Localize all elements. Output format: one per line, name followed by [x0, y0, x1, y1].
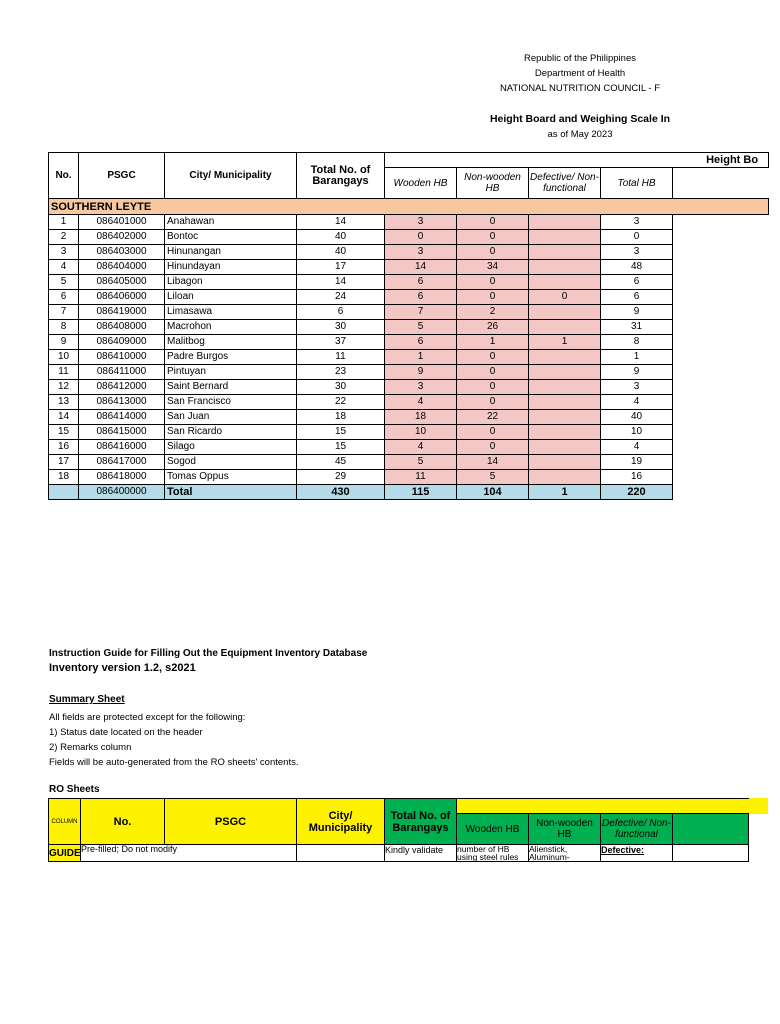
cell-no: 11 [49, 365, 79, 380]
cell-city: Anahawan [165, 215, 297, 230]
cell-psgc: 086405000 [79, 275, 165, 290]
cell-wooden: 3 [385, 245, 457, 260]
cell-psgc: 086413000 [79, 395, 165, 410]
table-row [49, 350, 769, 365]
cell-nonwooden: 0 [457, 395, 529, 410]
table-row [49, 275, 769, 290]
cell-nonwooden: 22 [457, 410, 529, 425]
col-city: City/ Municipality [165, 153, 297, 199]
table-row [49, 425, 769, 440]
guide-col-total-barangays: Total No. of Barangays [385, 799, 457, 845]
summary-lines [49, 710, 298, 770]
inventory-table [48, 152, 769, 500]
department-line: Department of Health [534, 68, 626, 79]
cell-no: 15 [49, 425, 79, 440]
cell-psgc: 086419000 [79, 305, 165, 320]
cell-nonwooden: 14 [457, 455, 529, 470]
cell-no: 5 [49, 275, 79, 290]
summary-line: 1) Status date located on the header [49, 727, 203, 738]
col-total-hb: Total HB [601, 168, 673, 199]
cell-defective: 0 [529, 290, 601, 305]
cell-nonwooden: 0 [457, 215, 529, 230]
guide-table-wrap [48, 798, 674, 860]
cell-brgy: 24 [297, 290, 385, 305]
summary-line: 2) Remarks column [49, 742, 132, 753]
cell-defective [529, 365, 601, 380]
cell-total: 3 [601, 380, 673, 395]
guide-col-defective: Defective/ Non-functional [601, 814, 673, 845]
cell-nonwooden: 2 [457, 305, 529, 320]
guide-col-no: No. [81, 799, 165, 845]
cell-no: 4 [49, 260, 79, 275]
cell-no: 16 [49, 440, 79, 455]
table-row [49, 305, 769, 320]
cell-total: 4 [601, 395, 673, 410]
cell-defective [529, 320, 601, 335]
cell-nonwooden: 0 [457, 230, 529, 245]
cell-total: 1 [601, 350, 673, 365]
cell-defective [529, 395, 601, 410]
guide-col-city: City/ Municipality [297, 799, 385, 845]
cell-city: Pintuyan [165, 365, 297, 380]
col-group-height-board: Height Bo [385, 153, 769, 168]
council-line: NATIONAL NUTRITION COUNCIL - F [499, 83, 661, 94]
table-row [49, 395, 769, 410]
cell-psgc: 086409000 [79, 335, 165, 350]
cell-total: 6 [601, 275, 673, 290]
cell-no: 3 [49, 245, 79, 260]
table-row [49, 230, 769, 245]
cell-brgy: 30 [297, 380, 385, 395]
cell-no: 9 [49, 335, 79, 350]
cell-defective [529, 305, 601, 320]
table-row [49, 365, 769, 380]
table-row [49, 380, 769, 395]
cell-total: 0 [601, 230, 673, 245]
cell-wooden: 5 [385, 320, 457, 335]
cell-psgc: 086404000 [79, 260, 165, 275]
cell-brgy: 15 [297, 425, 385, 440]
cell-defective [529, 260, 601, 275]
cell-psgc: 086416000 [79, 440, 165, 455]
cell-psgc: 086403000 [79, 245, 165, 260]
instructions-title: Instruction Guide for Filling Out the Equipment Inventory Database [49, 648, 368, 659]
guide-col-wooden: Wooden HB [457, 814, 529, 845]
cell-psgc: 086408000 [79, 320, 165, 335]
cell-defective [529, 455, 601, 470]
cell-wooden: 3 [385, 215, 457, 230]
cell-wooden: 14 [385, 260, 457, 275]
cell-brgy: 15 [297, 440, 385, 455]
cell-nonwooden: 0 [457, 350, 529, 365]
guide-col-nonwooden: Non-wooden HB [529, 814, 601, 845]
cell-nonwooden: 1 [457, 335, 529, 350]
instructions-version: Inventory version 1.2, s2021 [49, 662, 196, 674]
table-row [49, 215, 769, 230]
cell-psgc: 086410000 [79, 350, 165, 365]
cell-city: Malitbog [165, 335, 297, 350]
ro-sheets-heading: RO Sheets [49, 784, 100, 795]
cell-defective [529, 215, 601, 230]
cell-wooden: 4 [385, 395, 457, 410]
cell-wooden: 5 [385, 455, 457, 470]
cell-total: 8 [601, 335, 673, 350]
cell-defective [529, 275, 601, 290]
cell-wooden: 0 [385, 230, 457, 245]
cell-brgy: 6 [297, 305, 385, 320]
cell-total: 19 [601, 455, 673, 470]
cell-defective [529, 350, 601, 365]
cell-no: 10 [49, 350, 79, 365]
cell-nonwooden: 0 [457, 275, 529, 290]
cell-city: Saint Bernard [165, 380, 297, 395]
cell-wooden: 6 [385, 335, 457, 350]
col-total-barangays: Total No. of Barangays [297, 153, 385, 199]
cell-nonwooden: 26 [457, 320, 529, 335]
cell-defective [529, 245, 601, 260]
guide-label: GUIDE [49, 845, 81, 862]
inventory-table-wrap [48, 152, 759, 500]
cell-brgy: 29 [297, 470, 385, 485]
cell-total: 6 [601, 290, 673, 305]
cell-city: San Ricardo [165, 425, 297, 440]
cell-nonwooden: 5 [457, 470, 529, 485]
cell-nonwooden: 0 [457, 440, 529, 455]
cell-city: San Francisco [165, 395, 297, 410]
cell-defective [529, 440, 601, 455]
cell-psgc: 086415000 [79, 425, 165, 440]
cell-nonwooden: 34 [457, 260, 529, 275]
col-no: No. [49, 153, 79, 199]
cell-city: Libagon [165, 275, 297, 290]
guide-alienstick: Alienstick, Aluminum- [529, 845, 601, 862]
cell-brgy: 40 [297, 230, 385, 245]
cell-wooden: 7 [385, 305, 457, 320]
cell-defective [529, 425, 601, 440]
cell-no: 12 [49, 380, 79, 395]
cell-psgc: 086418000 [79, 470, 165, 485]
cell-city: Limasawa [165, 305, 297, 320]
cell-no: 13 [49, 395, 79, 410]
cell-city: Liloan [165, 290, 297, 305]
cell-brgy: 14 [297, 275, 385, 290]
cell-city: Hinunangan [165, 245, 297, 260]
cell-defective: 1 [529, 335, 601, 350]
table-row [49, 290, 769, 305]
summary-line: Fields will be auto-generated from the RO sheets' contents. [49, 757, 299, 768]
cell-total: 3 [601, 215, 673, 230]
cell-brgy: 23 [297, 365, 385, 380]
cell-psgc: 086411000 [79, 365, 165, 380]
cell-psgc: 086417000 [79, 455, 165, 470]
cell-wooden: 4 [385, 440, 457, 455]
cell-brgy: 18 [297, 410, 385, 425]
cell-no: 14 [49, 410, 79, 425]
cell-total: 40 [601, 410, 673, 425]
cell-city: Padre Burgos [165, 350, 297, 365]
cell-wooden: 10 [385, 425, 457, 440]
cell-nonwooden: 0 [457, 365, 529, 380]
guide-validate: Kindly validate [385, 845, 457, 862]
cell-no: 1 [49, 215, 79, 230]
cell-psgc: 086401000 [79, 215, 165, 230]
cell-wooden: 3 [385, 380, 457, 395]
cell-total: 31 [601, 320, 673, 335]
cell-total: 3 [601, 245, 673, 260]
summary-sheet-heading: Summary Sheet [49, 694, 125, 705]
cell-defective [529, 230, 601, 245]
cell-wooden: 18 [385, 410, 457, 425]
cell-city: Silago [165, 440, 297, 455]
total-total: 220 [601, 485, 673, 500]
cell-wooden: 6 [385, 275, 457, 290]
cell-brgy: 45 [297, 455, 385, 470]
guide-defective-note: Defective: [601, 845, 673, 862]
cell-psgc: 086412000 [79, 380, 165, 395]
cell-city: Bontoc [165, 230, 297, 245]
cell-total: 48 [601, 260, 673, 275]
table-row [49, 335, 769, 350]
cell-no: 8 [49, 320, 79, 335]
col-wooden-hb: Wooden HB [385, 168, 457, 199]
table-row [49, 440, 769, 455]
guide-col-psgc: PSGC [165, 799, 297, 845]
cell-no: 7 [49, 305, 79, 320]
cell-total: 4 [601, 440, 673, 455]
table-row [49, 470, 769, 485]
total-city: Total [165, 485, 297, 500]
cell-nonwooden: 0 [457, 290, 529, 305]
col-nonwooden-hb: Non-wooden HB [457, 168, 529, 199]
as-of-date: as of May 2023 [547, 129, 613, 140]
cell-brgy: 22 [297, 395, 385, 410]
republic-line: Republic of the Philippines [524, 53, 636, 64]
cell-nonwooden: 0 [457, 245, 529, 260]
total-wooden: 115 [385, 485, 457, 500]
summary-line: All fields are protected except for the following: [49, 712, 246, 723]
cell-nonwooden: 0 [457, 425, 529, 440]
cell-brgy: 40 [297, 245, 385, 260]
region-name: SOUTHERN LEYTE [49, 199, 769, 215]
total-psgc: 086400000 [79, 485, 165, 500]
cell-defective [529, 470, 601, 485]
cell-defective [529, 380, 601, 395]
total-row [49, 485, 769, 500]
table-row [49, 245, 769, 260]
cell-brgy: 37 [297, 335, 385, 350]
total-brgy: 430 [297, 485, 385, 500]
cell-city: Hinundayan [165, 260, 297, 275]
cell-psgc: 086402000 [79, 230, 165, 245]
cell-no: 6 [49, 290, 79, 305]
guide-prefilled: Pre-filled; Do not modify [81, 845, 297, 862]
cell-total: 9 [601, 365, 673, 380]
total-nonwooden: 104 [457, 485, 529, 500]
cell-defective [529, 410, 601, 425]
cell-city: San Juan [165, 410, 297, 425]
cell-wooden: 6 [385, 290, 457, 305]
table-row [49, 260, 769, 275]
cell-total: 9 [601, 305, 673, 320]
cell-city: Macrohon [165, 320, 297, 335]
cell-brgy: 14 [297, 215, 385, 230]
cell-brgy: 17 [297, 260, 385, 275]
guide-number-hb: number of HB using steel rules [457, 845, 529, 862]
cell-nonwooden: 0 [457, 380, 529, 395]
cell-psgc: 086414000 [79, 410, 165, 425]
total-defective: 1 [529, 485, 601, 500]
cell-city: Sogod [165, 455, 297, 470]
cell-no: 17 [49, 455, 79, 470]
report-title: Height Board and Weighing Scale In [489, 113, 671, 125]
table-row [49, 455, 769, 470]
cell-city: Tomas Oppus [165, 470, 297, 485]
cell-wooden: 1 [385, 350, 457, 365]
cell-wooden: 11 [385, 470, 457, 485]
cell-no: 18 [49, 470, 79, 485]
cell-brgy: 11 [297, 350, 385, 365]
cell-brgy: 30 [297, 320, 385, 335]
guide-column-label: COLUMN [49, 799, 81, 845]
cell-total: 16 [601, 470, 673, 485]
col-psgc: PSGC [79, 153, 165, 199]
guide-table [48, 798, 749, 862]
cell-no: 2 [49, 230, 79, 245]
table-row [49, 320, 769, 335]
col-defective: Defective/ Non-functional [529, 168, 601, 199]
cell-total: 10 [601, 425, 673, 440]
cell-psgc: 086406000 [79, 290, 165, 305]
total-no [49, 485, 79, 500]
table-row [49, 410, 769, 425]
cell-wooden: 9 [385, 365, 457, 380]
